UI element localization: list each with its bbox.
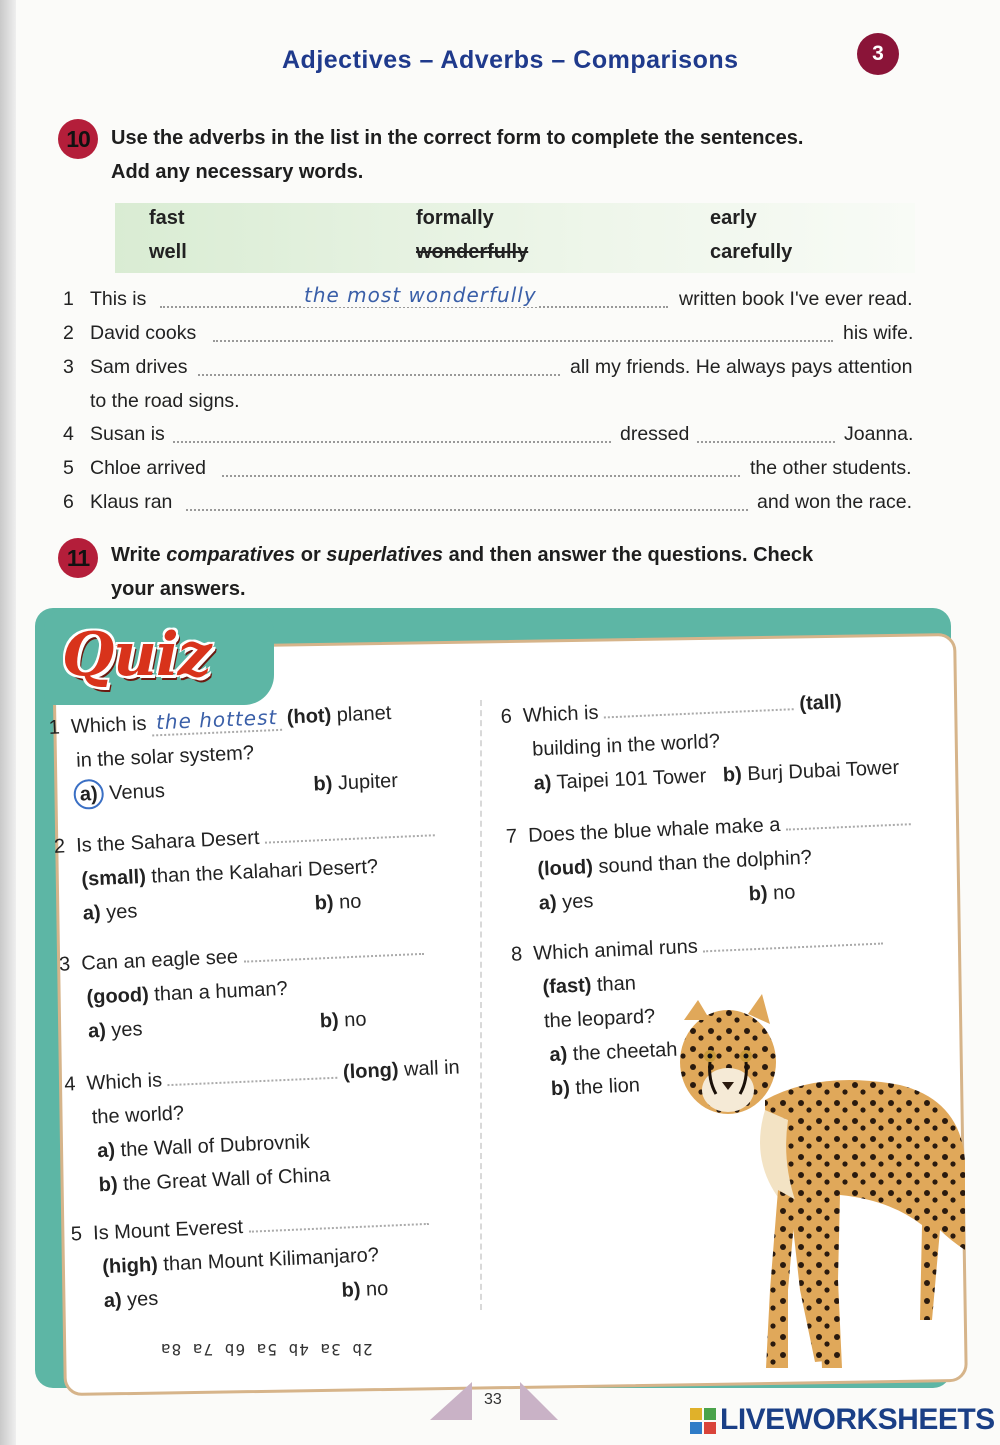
instruction-line: your answers. [111, 578, 246, 600]
option-row: a) yes b) no [82, 890, 362, 925]
sentence-end: the other students. [750, 457, 912, 479]
sentence-number: 4 [63, 423, 74, 445]
page-title: Adjectives – Adverbs – Comparisons [282, 46, 739, 74]
word-wonderfully-used: wonderfully [416, 241, 529, 263]
option-a[interactable]: a) [96, 1139, 116, 1163]
quiz-question-7: 7 Does the blue whale make a (loud) sound than the dolphin? a) yes b) no [505, 802, 930, 938]
option-b[interactable]: b) [550, 1077, 571, 1101]
option-b[interactable]: b) [748, 882, 769, 906]
sentence-end: all my friends. He always pays attention [570, 356, 913, 378]
question-line: building in the world? [531, 730, 721, 761]
exercise-10-instruction [111, 121, 803, 189]
sentence-start: This is [90, 288, 147, 310]
unit-badge: 3 [857, 33, 899, 75]
quiz-answer-field-8[interactable] [703, 943, 883, 953]
answer-field-4b[interactable] [697, 441, 835, 443]
instruction-line: Use the adverbs in the list in the correct form to complete the sentences. [111, 127, 804, 149]
option-b[interactable]: b) [314, 891, 335, 915]
instruction-line: Add any necessary words. [111, 161, 364, 183]
option-a[interactable]: a) [87, 1019, 107, 1043]
question-line: the world? [91, 1102, 185, 1129]
cheetah-illustration [670, 990, 970, 1380]
instruction-line: Write comparatives or superlatives and then answer the questions. Check [111, 544, 814, 566]
quiz-question-6: 6 Which is (tall) building in the world? a) Taipei 101 Tower b) Burj Dubai Tower [500, 682, 925, 820]
sentence-end: written book I've ever read. [679, 288, 913, 310]
answer-field-6[interactable] [186, 509, 748, 511]
answer-field-2[interactable] [213, 340, 833, 342]
option-row: a) yes b) no [538, 881, 796, 915]
quiz-question-2: 2 Is the Sahara Desert (small) than the Kalahari Desert? a) yes b) no [53, 811, 488, 948]
book-spine-shadow [0, 0, 16, 1445]
question-line: in the solar system? [75, 742, 255, 772]
quiz-answer-field-1[interactable]: the hottest [152, 705, 282, 737]
word-early: early [710, 207, 757, 229]
word-carefully: carefully [710, 241, 793, 263]
exercise-11-instruction [111, 538, 813, 606]
option-a[interactable]: a) [538, 891, 558, 915]
quiz-answer-field-4[interactable] [168, 1077, 338, 1086]
option-row: a) yes b) no [87, 1008, 367, 1043]
answer-field-3[interactable] [198, 374, 560, 376]
liveworksheets-logo-icon [690, 1408, 716, 1434]
sentence-end: his wife. [843, 322, 914, 344]
option-a[interactable]: a) [103, 1289, 123, 1313]
quiz-title: Quiz [62, 620, 211, 690]
sentence-start: Chloe arrived [90, 457, 206, 479]
answer-field-4a[interactable] [173, 441, 611, 443]
word-well: well [149, 241, 187, 263]
liveworksheets-logo[interactable]: LIVEWORKSHEETS [720, 1403, 995, 1436]
exercise-10-number: 10 [58, 119, 98, 159]
quiz-question-3: 3 Can an eagle see (good) than a human? a) yes b) no [58, 929, 493, 1068]
quiz-question-1: 1 Which is the hottest (hot) planet in the solar system? a) Venus b) Jupiter [48, 691, 483, 830]
option-b[interactable]: b) [98, 1173, 119, 1197]
answer-key-upside-down: 2b 3a 4b 5a 6b 7a 8a [160, 1340, 373, 1359]
exercise-11-number: 11 [58, 538, 98, 578]
quiz-question-4: 4 Which is (long) wall in the world? a) the Wall of Dubrovnik b) the Great Wall of China [64, 1049, 500, 1218]
sentence-end: Joanna. [844, 423, 914, 445]
word-fast: fast [149, 207, 185, 229]
option-a[interactable]: a) [82, 901, 102, 925]
sentence-start: Sam drives [90, 356, 188, 378]
sentence-end: and won the race. [757, 491, 913, 513]
quiz-answer-field-6[interactable] [604, 708, 794, 718]
option-row: a) yes b) no [103, 1277, 389, 1313]
option-row: a) Venus b) Jupiter [51, 760, 482, 813]
option-a-circled[interactable]: a) [73, 779, 104, 810]
option-b[interactable]: b) [313, 772, 333, 796]
sentence-start: Susan is [90, 423, 165, 445]
sentence-number: 2 [63, 322, 74, 344]
quiz-question-5: 5 Is Mount Everest (high) than Mount Kilimanjaro? a) yes b) no [70, 1199, 504, 1328]
option-a[interactable]: a) [533, 771, 552, 795]
sentence-number: 5 [63, 457, 74, 479]
quiz-left-column [48, 691, 505, 1327]
sentence-middle: dressed [620, 423, 690, 445]
quiz-answer-field-5[interactable] [249, 1223, 429, 1233]
option-a[interactable]: a) [549, 1043, 568, 1067]
quiz-answer-field-7[interactable] [786, 823, 911, 830]
sentence-number: 1 [63, 288, 74, 310]
page-number: 33 [484, 1391, 502, 1408]
quiz-answer-field-2[interactable] [265, 834, 435, 843]
option-b[interactable]: b) [319, 1009, 340, 1033]
option-b[interactable]: b) [722, 763, 743, 787]
sentence-number: 3 [63, 356, 74, 378]
sentence-continuation: to the road signs. [90, 390, 240, 412]
option-b[interactable]: b) [341, 1278, 361, 1302]
sentence-number: 6 [63, 491, 74, 513]
word-formally: formally [416, 207, 494, 229]
sentence-start: Klaus ran [90, 491, 173, 513]
quiz-question-8: 8 Which animal runs (fast) than the leopard? a) the cheetah b) the lion [510, 919, 937, 1117]
answer-field-1[interactable]: the most wonderfully [304, 283, 537, 307]
quiz-answer-field-3[interactable] [244, 953, 424, 963]
question-line: the leopard? [543, 1005, 656, 1033]
answer-field-5[interactable] [222, 475, 740, 477]
sentence-start: David cooks [90, 322, 197, 344]
